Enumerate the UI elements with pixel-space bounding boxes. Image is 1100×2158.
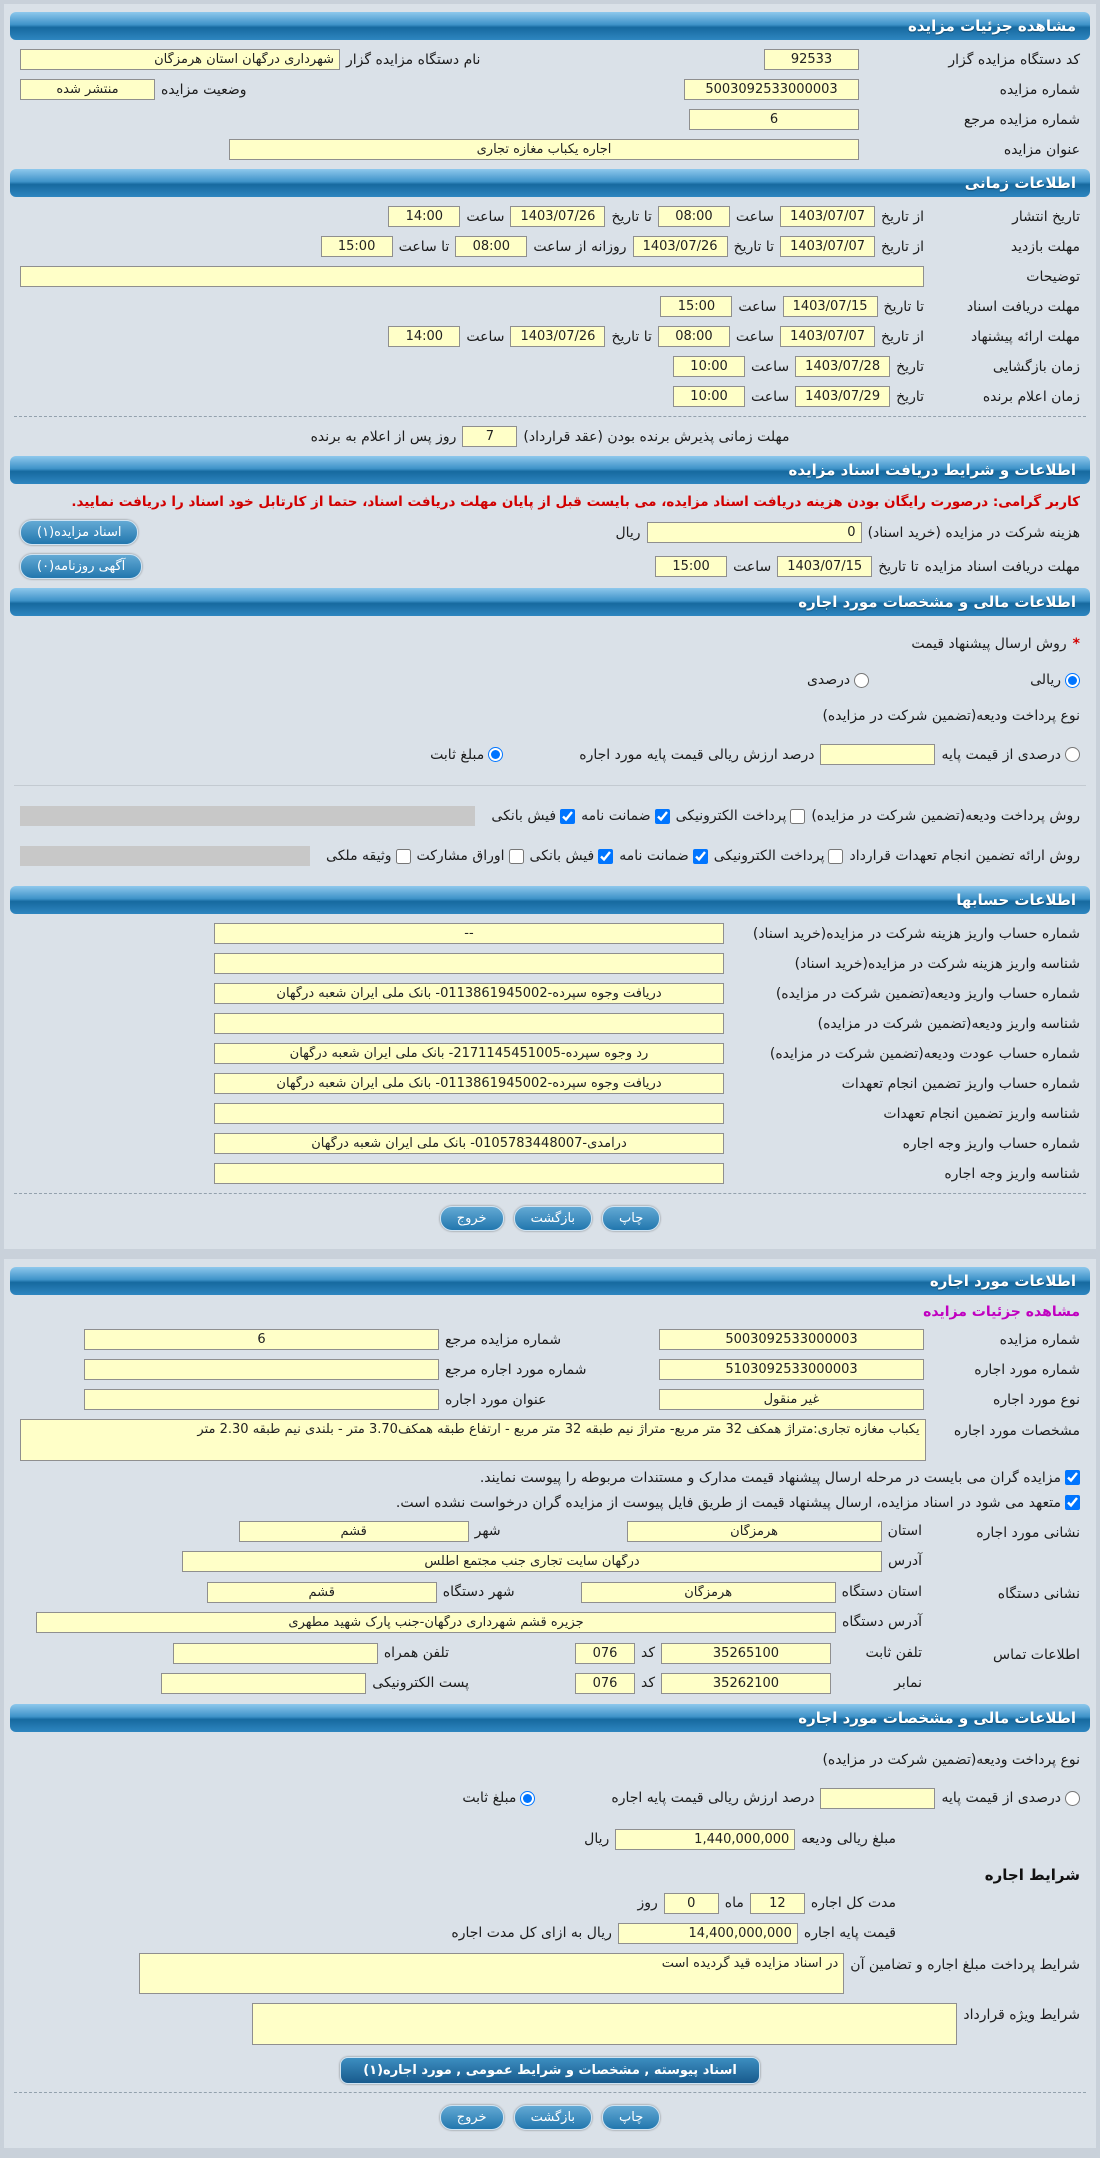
row-winner-announce (20, 386, 1080, 407)
section-header-financial-info: اطلاعات مالی و مشخصات مورد اجاره (10, 588, 1090, 616)
description-input[interactable] (20, 266, 924, 287)
winner-date-input[interactable] (795, 386, 890, 407)
b-fixed-amount-radio[interactable] (520, 1791, 535, 1806)
row-no-file-note (20, 1495, 1080, 1511)
row-auction-no (20, 79, 1080, 100)
pay-terms-label: شرایط پرداخت مبلغ اجاره و تضامین آن (850, 1956, 1080, 1973)
auction-no-input[interactable] (684, 79, 859, 100)
row-account-deposit (20, 983, 1080, 1004)
contact-content (20, 1643, 922, 1694)
opening-hour-label: ساعت (751, 358, 790, 375)
winner-acceptance-days-input[interactable] (462, 426, 517, 447)
account-fee-id-input[interactable] (214, 953, 724, 974)
rial-option-label: ریالی (1030, 672, 1061, 688)
item-address-label: آدرس (888, 1553, 922, 1570)
agency-province-label: استان دستگاه (841, 1584, 922, 1601)
row-publish-date (20, 206, 1080, 227)
b-auction-ref-input[interactable] (84, 1329, 439, 1350)
winner-time-input[interactable] (673, 386, 745, 407)
docs-deadline-time-input[interactable] (655, 556, 727, 577)
separator-dashed (14, 1193, 1086, 1194)
row-agency-province-city (20, 1582, 922, 1603)
offer-to-time-input[interactable] (388, 326, 460, 347)
item-specs-label: مشخصات مورد اجاره (953, 1423, 1080, 1439)
b-item-type-input[interactable] (659, 1389, 924, 1410)
account-performance-label: شماره حساب واریز تضمین انجام تعهدات (841, 1075, 1080, 1092)
winner-acceptance-label: مهلت زمانی پذیرش برنده بودن (عقد قرارداد) (523, 428, 790, 445)
perf-guarantee-label: ضمانت نامه (619, 848, 689, 864)
row-performance-guarantee-methods (20, 846, 1080, 866)
item-city-label: شهر (474, 1523, 501, 1540)
b-auction-no-input[interactable] (659, 1329, 924, 1350)
b-percent-base-suffix: درصد ارزش ریالی قیمت پایه اجاره (611, 1790, 815, 1807)
no-file-note-option[interactable] (396, 1495, 1080, 1511)
pay-bank-receipt-label: فیش بانکی (491, 808, 557, 824)
row-b-deposit-type-options (20, 1788, 1080, 1809)
disabled-field-strip (20, 846, 310, 866)
account-rent-label: شماره حساب واریز وجه اجاره (902, 1135, 1080, 1152)
pay-bank-receipt-option[interactable] (491, 808, 575, 824)
account-performance-input[interactable] (214, 1073, 724, 1094)
b-item-title-label: عنوان مورد اجاره (445, 1391, 547, 1408)
row-phone (20, 1643, 922, 1664)
percent-option-label: درصدی (806, 672, 851, 688)
disabled-field-strip (20, 806, 475, 826)
attached-docs-button[interactable]: اسناد پیوسته , مشخصات و شرایط عمومی , مورد اجاره(۱) (340, 2057, 760, 2084)
base-price-input[interactable] (618, 1923, 798, 1944)
visit-to-date-label: تا تاریخ (733, 238, 775, 255)
participation-fee-label: هزینه شرکت در مزایده (خرید اسناد) (867, 524, 1080, 541)
auction-status-label: وضعیت مزایده (161, 81, 247, 98)
opening-date-input[interactable] (795, 356, 890, 377)
rial-option[interactable] (1030, 672, 1080, 688)
rental-duration-label: مدت کل اجاره (810, 1895, 896, 1912)
b-auction-no-label: شماره مزایده (999, 1331, 1080, 1348)
agency-address-label: آدرس دستگاه (842, 1614, 922, 1631)
b-percent-base-label: درصدی از قیمت پایه (941, 1790, 1061, 1807)
winner-announce-label: زمان اعلام برنده (982, 388, 1080, 405)
auction-title-label: عنوان مزایده (1003, 141, 1080, 158)
agency-code-input[interactable] (764, 49, 859, 70)
docs-warning-text: کاربر گرامی: درصورت رایگان بودن هزینه دریافت اسناد مزایده، می بایست قبل از پایان مهلت دریافت اسناد، حتما از کارتابل خود اسناد را دریافت نمایید. (71, 494, 1080, 510)
publish-from-time-input[interactable] (658, 206, 730, 227)
email-input[interactable] (161, 1673, 366, 1694)
publish-to-date-label: تا تاریخ (611, 208, 652, 225)
section-header-docs-terms: اطلاعات و شرایط دریافت اسناد مزایده (10, 456, 1090, 484)
print-button-bottom[interactable]: چاپ (602, 2105, 660, 2130)
agency-address-input[interactable] (36, 1612, 836, 1633)
perf-bank-receipt-option[interactable] (530, 848, 614, 864)
contact-group-label: اطلاعات تماس (993, 1646, 1080, 1663)
performance-guarantee-label: روش ارائه تضمین انجام تعهدات قرارداد (849, 848, 1080, 864)
required-asterisk: * (1072, 636, 1080, 652)
rental-item-panel (4, 1259, 1096, 2148)
receive-docs-to-date-label: تا تاریخ (883, 298, 924, 315)
exit-button-top[interactable]: خروج (440, 1206, 504, 1231)
row-account-fee-id (20, 953, 1080, 974)
account-rent-input[interactable] (214, 1133, 724, 1154)
rental-terms-title: شرایط اجاره (984, 1865, 1080, 1884)
perf-property-option[interactable] (326, 848, 410, 864)
row-account-rent-id (20, 1163, 1080, 1184)
account-refund-label: شماره حساب عودت ودیعه(تضمین شرکت در مزایده) (769, 1045, 1080, 1062)
perf-property-checkbox[interactable] (396, 849, 411, 864)
b-percent-base-radio[interactable] (1065, 1791, 1080, 1806)
row-opening-time (20, 356, 1080, 377)
row-deposit-type-options (20, 744, 1080, 765)
phone-code-label: کد (640, 1645, 655, 1662)
no-file-note-checkbox[interactable] (1065, 1495, 1080, 1510)
mobile-label: تلفن همراه (383, 1645, 449, 1662)
agency-address-content (20, 1582, 922, 1633)
item-address-content (20, 1521, 922, 1572)
row-deposit-pay-methods (20, 806, 1080, 826)
perf-bonds-checkbox[interactable] (509, 849, 524, 864)
row-account-deposit-id (20, 1013, 1080, 1034)
row-offer-deadline (20, 326, 1080, 347)
back-button-bottom[interactable]: بازگشت (514, 2105, 592, 2130)
group-item-address (20, 1521, 1080, 1572)
attach-note-option[interactable] (480, 1470, 1080, 1486)
perf-property-label: وثیقه ملکی (326, 848, 392, 864)
visit-from-time-input[interactable] (455, 236, 527, 257)
row-visit-deadline (20, 236, 1080, 257)
agency-name-input[interactable] (20, 49, 340, 70)
row-deposit-type-label (20, 708, 1080, 724)
exit-button-bottom[interactable]: خروج (440, 2105, 504, 2130)
account-refund-input[interactable] (214, 1043, 724, 1064)
perf-electronic-option[interactable] (714, 848, 844, 864)
publish-from-date-input[interactable] (780, 206, 875, 227)
b-percent-base-option[interactable] (941, 1790, 1080, 1806)
agency-code-label: کد دستگاه مزایده گزار (948, 51, 1080, 68)
pay-guarantee-checkbox[interactable] (655, 809, 670, 824)
visit-deadline-label: مهلت بازدید (1010, 238, 1080, 255)
account-deposit-id-input[interactable] (214, 1013, 724, 1034)
item-address-input[interactable] (182, 1551, 882, 1572)
perf-bank-receipt-label: فیش بانکی (529, 848, 595, 864)
deposit-type-label: نوع پرداخت ودیعه(تضمین شرکت در مزایده) (822, 708, 1080, 724)
b-item-no-input[interactable] (659, 1359, 924, 1380)
visit-from-date-label: از تاریخ (881, 238, 924, 255)
percent-base-suffix: درصد ارزش ریالی قیمت پایه مورد اجاره (579, 746, 815, 763)
deposit-amount-unit: ریال (584, 1831, 610, 1848)
offer-to-date-input[interactable] (510, 326, 605, 347)
visit-to-time-input[interactable] (321, 236, 393, 257)
b-item-title-input[interactable] (84, 1389, 439, 1410)
section-header-auction-details: مشاهده جزئیات مزایده (10, 12, 1090, 40)
pay-electronic-label: پرداخت الکترونیکی (675, 808, 787, 824)
winner-acceptance-suffix: روز پس از اعلام به برنده (310, 428, 457, 445)
deposit-pay-method-label: روش پرداخت ودیعه(تضمین شرکت در مزایده) (811, 808, 1080, 824)
print-button-top[interactable]: چاپ (602, 1206, 660, 1231)
account-deposit-input[interactable] (214, 983, 724, 1004)
actions-row-bottom (4, 2105, 1096, 2130)
row-participation-fee (20, 520, 1080, 545)
row-account-rent (20, 1133, 1080, 1154)
row-ref-no (20, 109, 1080, 130)
send-method-label: روش ارسال پیشنهاد قیمت (911, 636, 1067, 652)
offer-from-time-input[interactable] (658, 326, 730, 347)
auction-docs-button[interactable]: اسناد مزایده(۱) (20, 520, 138, 545)
row-b-item-type (20, 1389, 1080, 1410)
percent-option[interactable] (807, 672, 869, 688)
row-account-performance-id (20, 1103, 1080, 1124)
publish-from-hour-label: ساعت (735, 208, 775, 225)
phone-label: تلفن ثابت (865, 1645, 922, 1662)
row-account-performance (20, 1073, 1080, 1094)
attachments-row (4, 2057, 1096, 2084)
pay-terms-textarea[interactable] (139, 1953, 844, 1995)
row-docs-deadline (20, 554, 1080, 579)
separator-dashed (14, 2092, 1086, 2093)
auction-details-panel (4, 4, 1096, 1249)
rental-days-input[interactable] (664, 1893, 719, 1914)
docs-deadline-date-input[interactable] (777, 556, 872, 577)
actions-row-top (4, 1206, 1096, 1231)
row-account-refund (20, 1043, 1080, 1064)
offer-to-date-label: تا تاریخ (611, 328, 652, 345)
b-deposit-type-label: نوع پرداخت ودیعه(تضمین شرکت در مزایده) (822, 1751, 1080, 1768)
row-special-terms (20, 2003, 1080, 2045)
group-contact-info (20, 1643, 1080, 1694)
row-view-details-link (20, 1304, 1080, 1320)
participation-fee-unit: ریال (615, 524, 641, 541)
perf-bank-receipt-checkbox[interactable] (598, 849, 613, 864)
agency-province-input[interactable] (581, 1582, 836, 1603)
row-b-auction-no (20, 1329, 1080, 1350)
auction-title-input[interactable] (229, 139, 859, 160)
special-terms-textarea[interactable] (252, 2003, 957, 2045)
mobile-input[interactable] (173, 1643, 378, 1664)
rental-months-input[interactable] (750, 1893, 805, 1914)
perf-guarantee-option[interactable] (619, 848, 708, 864)
group-agency-address (20, 1582, 1080, 1633)
special-terms-label: شرایط ویژه قرارداد (963, 2007, 1080, 2024)
pay-guarantee-option[interactable] (581, 808, 670, 824)
row-item-specs (20, 1419, 1080, 1461)
row-agency-address (20, 1612, 922, 1633)
account-performance-id-label: شناسه واریز تضمین انجام تعهدات (883, 1105, 1080, 1122)
row-item-address (20, 1551, 922, 1572)
phone-input[interactable] (661, 1643, 831, 1664)
row-base-price (20, 1923, 896, 1944)
item-specs-textarea[interactable] (20, 1419, 926, 1461)
perf-bonds-label: اوراق مشارکت (416, 848, 505, 864)
auction-status-input[interactable] (20, 79, 155, 100)
item-province-label: استان (887, 1523, 922, 1540)
auction-no-label: شماره مزایده (999, 81, 1080, 98)
agency-address-group-label: نشانی دستگاه (997, 1585, 1080, 1602)
fixed-amount-option[interactable] (430, 747, 503, 763)
visit-to-hour-label: تا ساعت (398, 238, 450, 255)
section-header-rental-item: اطلاعات مورد اجاره (10, 1267, 1090, 1295)
b-item-type-label: نوع مورد اجاره (992, 1391, 1080, 1408)
row-deposit-amount (20, 1829, 896, 1850)
offer-from-hour-label: ساعت (735, 328, 775, 345)
perf-electronic-label: پرداخت الکترونیکی (713, 848, 825, 864)
day-unit-label: روز (637, 1895, 658, 1912)
percent-base-label: درصدی از قیمت پایه (941, 746, 1061, 763)
pay-bank-receipt-checkbox[interactable] (560, 809, 575, 824)
attach-note-label: مزایده گران می بایست در مرحله ارسال پیشنهاد قیمت مدارک و مستندات مربوطه را پیوست نمایند. (479, 1469, 1061, 1486)
section-header-financial-info-b: اطلاعات مالی و مشخصات مورد اجاره (10, 1704, 1090, 1732)
fixed-amount-radio[interactable] (488, 747, 503, 762)
agency-city-label: شهر دستگاه (442, 1584, 515, 1601)
account-fee-deposit-label: شماره حساب واریز هزینه شرکت در مزایده(خرید اسناد) (752, 925, 1080, 942)
back-button-top[interactable]: بازگشت (514, 1206, 592, 1231)
row-winner-acceptance (20, 426, 1080, 447)
offer-to-hour-label: ساعت (466, 328, 505, 345)
no-file-note-label: متعهد می شود در اسناد مزایده، ارسال پیشنهاد قیمت از طریق فایل پیوست از مزایده گران درخواست نشده است. (395, 1494, 1061, 1511)
account-fee-id-label: شناسه واریز هزینه شرکت در مزایده(خرید اسناد) (794, 955, 1080, 972)
perf-guarantee-checkbox[interactable] (693, 849, 708, 864)
deposit-amount-input[interactable] (615, 1829, 795, 1850)
fixed-amount-label: مبلغ ثابت (430, 746, 485, 763)
receive-docs-label: مهلت دریافت اسناد (966, 298, 1080, 315)
separator-line (14, 785, 1086, 786)
attach-note-checkbox[interactable] (1065, 1470, 1080, 1485)
percent-base-radio[interactable] (1065, 747, 1080, 762)
rial-radio[interactable] (1065, 673, 1080, 688)
month-unit-label: ماه (724, 1895, 744, 1912)
b-item-ref-label: شماره مورد اجاره مرجع (445, 1361, 587, 1378)
publish-to-time-input[interactable] (388, 206, 460, 227)
b-item-no-label: شماره مورد اجاره (974, 1361, 1080, 1378)
auction-ref-no-label: شماره مزایده مرجع (963, 111, 1080, 128)
receive-docs-time-input[interactable] (660, 296, 732, 317)
view-auction-details-link[interactable]: مشاهده جزئیات مزایده (923, 1304, 1080, 1320)
item-city-input[interactable] (239, 1521, 469, 1542)
offer-from-date-label: از تاریخ (881, 328, 924, 345)
percent-base-input[interactable] (820, 744, 935, 765)
publish-date-label: تاریخ انتشار (1012, 208, 1080, 225)
receive-docs-date-input[interactable] (783, 296, 878, 317)
perf-bonds-option[interactable] (417, 848, 524, 864)
fax-input[interactable] (661, 1673, 831, 1694)
row-agency (20, 49, 1080, 70)
winner-hour-label: ساعت (751, 388, 790, 405)
opening-date-label: تاریخ (896, 358, 924, 375)
participation-fee-input[interactable] (647, 522, 862, 543)
account-deposit-id-label: شناسه واریز ودیعه(تضمین شرکت در مزایده) (817, 1015, 1080, 1032)
percent-radio[interactable] (854, 673, 869, 688)
row-pay-terms (20, 1953, 1080, 1995)
pay-electronic-checkbox[interactable] (790, 809, 805, 824)
row-attach-note (20, 1470, 1080, 1486)
perf-electronic-checkbox[interactable] (828, 849, 843, 864)
row-send-method-label (20, 636, 1080, 652)
row-item-province-city (20, 1521, 922, 1542)
b-fixed-amount-label: مبلغ ثابت (462, 1790, 517, 1807)
row-fax (20, 1673, 922, 1694)
offer-deadline-label: مهلت ارائه پیشنهاد (971, 328, 1080, 345)
b-percent-base-input[interactable] (820, 1788, 935, 1809)
auction-ref-no-input[interactable] (689, 109, 859, 130)
offer-from-date-input[interactable] (780, 326, 875, 347)
b-auction-ref-label: شماره مزایده مرجع (445, 1331, 562, 1348)
docs-deadline-to-date-label: تا تاریخ (878, 558, 919, 575)
account-deposit-label: شماره حساب واریز ودیعه(تضمین شرکت در مزایده) (775, 985, 1080, 1002)
agency-city-input[interactable] (207, 1582, 437, 1603)
row-send-method-options (20, 672, 1080, 688)
section-header-time-info: اطلاعات زمانی (10, 169, 1090, 197)
fax-code-label: کد (640, 1675, 655, 1692)
visit-daily-from-label: روزانه از ساعت (533, 238, 627, 255)
item-address-group-label: نشانی مورد اجاره (976, 1524, 1080, 1541)
pay-electronic-option[interactable] (676, 808, 806, 824)
row-auction-title (20, 139, 1080, 160)
docs-deadline-hour-label: ساعت (733, 558, 772, 575)
fax-code-input[interactable] (575, 1673, 635, 1694)
account-rent-id-label: شناسه واریز وجه اجاره (944, 1165, 1080, 1182)
fax-label: نمابر (894, 1675, 922, 1692)
account-performance-id-input[interactable] (214, 1103, 724, 1124)
row-description (20, 266, 1080, 287)
docs-deadline-label: مهلت دریافت اسناد مزایده (924, 558, 1080, 575)
visit-from-date-input[interactable] (780, 236, 875, 257)
percent-base-option[interactable] (941, 747, 1080, 763)
row-rental-duration (20, 1893, 896, 1914)
visit-to-date-input[interactable] (633, 236, 728, 257)
email-label: پست الکترونیکی (372, 1675, 469, 1692)
row-account-fee-deposit (20, 923, 1080, 944)
winner-date-label: تاریخ (896, 388, 924, 405)
phone-code-input[interactable] (575, 1643, 635, 1664)
opening-time-input[interactable] (673, 356, 745, 377)
b-item-ref-input[interactable] (84, 1359, 439, 1380)
pay-guarantee-label: ضمانت نامه (581, 808, 651, 824)
agency-name-label: نام دستگاه مزایده گزار (346, 51, 481, 68)
row-receive-docs-deadline (20, 296, 1080, 317)
opening-time-label: زمان بازگشایی (992, 358, 1080, 375)
base-price-label: قیمت پایه اجاره (803, 1925, 896, 1942)
base-price-suffix: ریال به ازای کل مدت اجاره (451, 1925, 612, 1942)
newspaper-ads-button[interactable]: آگهی روزنامه(۰) (20, 554, 142, 579)
row-b-deposit-type-label (20, 1752, 1080, 1768)
publish-from-date-label: از تاریخ (881, 208, 924, 225)
account-rent-id-input[interactable] (214, 1163, 724, 1184)
b-fixed-amount-option[interactable] (462, 1790, 535, 1806)
receive-docs-hour-label: ساعت (738, 298, 777, 315)
account-fee-deposit-input[interactable] (214, 923, 724, 944)
item-province-input[interactable] (627, 1521, 882, 1542)
deposit-amount-label: مبلغ ریالی ودیعه (801, 1831, 896, 1848)
description-label: توضیحات (1026, 268, 1080, 285)
section-header-accounts-info: اطلاعات حسابها (10, 886, 1090, 914)
row-b-item-no (20, 1359, 1080, 1380)
separator-dashed (14, 416, 1086, 417)
publish-to-date-input[interactable] (510, 206, 605, 227)
publish-to-hour-label: ساعت (466, 208, 505, 225)
